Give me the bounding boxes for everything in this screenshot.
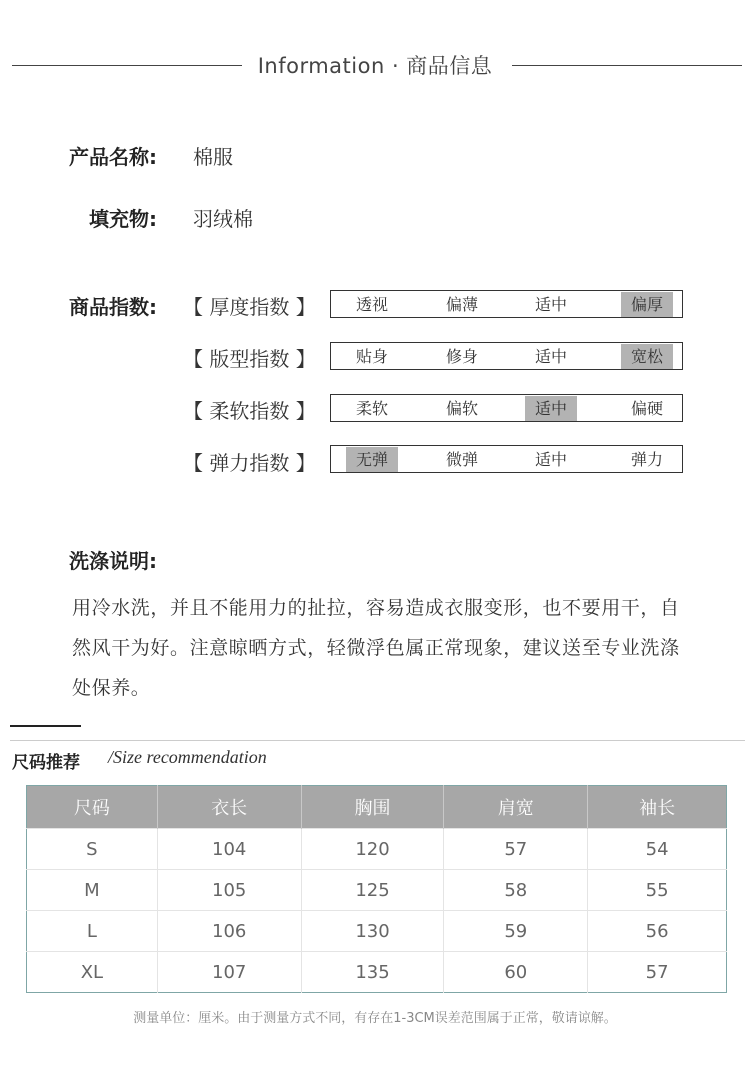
table-cell: 135 [301, 952, 444, 993]
table-cell: S [27, 829, 158, 870]
table-cell: L [27, 911, 158, 952]
table-cell: 125 [301, 870, 444, 911]
table-cell: XL [27, 952, 158, 993]
table-cell: 57 [588, 952, 727, 993]
index-option: 贴身 [355, 347, 388, 366]
index-option: 无弹 [346, 447, 398, 472]
size-subtitle: /Size recommendation [108, 747, 267, 767]
table-row [27, 911, 727, 952]
table-cell: 105 [157, 870, 301, 911]
table-cell: 54 [588, 829, 727, 870]
product-name-label: 产品名称: [69, 145, 157, 169]
size-title: 尺码推荐 [12, 753, 80, 773]
header-chest: 胸围 [301, 786, 444, 829]
fit-index-name: 【 版型指数 】 [183, 347, 316, 371]
table-cell: 120 [301, 829, 444, 870]
fit-index-scale [330, 342, 683, 370]
size-table [26, 785, 727, 993]
header-shoulder: 肩宽 [444, 786, 588, 829]
size-table-header [27, 786, 727, 829]
index-option: 偏薄 [445, 295, 478, 314]
washing-title: 洗涤说明: [69, 549, 157, 573]
table-cell: 58 [444, 870, 588, 911]
index-option: 修身 [445, 347, 478, 366]
softness-index-scale [330, 394, 683, 422]
softness-index-name: 【 柔软指数 】 [183, 399, 316, 423]
header-rule-right [512, 65, 742, 66]
table-cell: 55 [588, 870, 727, 911]
header-size: 尺码 [27, 786, 158, 829]
index-label: 商品指数: [69, 295, 157, 319]
index-option: 微弹 [445, 450, 478, 469]
index-option: 适中 [534, 295, 567, 314]
index-option: 透视 [355, 295, 388, 314]
elasticity-index-scale [330, 445, 683, 473]
elasticity-index-name: 【 弹力指数 】 [183, 451, 316, 475]
filling-value: 羽绒棉 [193, 207, 253, 231]
thickness-index-name: 【 厚度指数 】 [183, 295, 316, 319]
table-row [27, 829, 727, 870]
header-length: 衣长 [157, 786, 301, 829]
thickness-index-scale [330, 290, 683, 318]
table-cell: 59 [444, 911, 588, 952]
table-row [27, 870, 727, 911]
index-option: 适中 [525, 396, 577, 421]
header-sleeve: 袖长 [588, 786, 727, 829]
size-divider [10, 740, 745, 741]
product-name-value: 棉服 [193, 145, 233, 169]
measurement-note: 测量单位：厘米。由于测量方式不同，有存在1-3CM误差范围属于正常，敬请谅解。 [133, 1011, 617, 1026]
index-option: 柔软 [355, 399, 388, 418]
table-cell: 130 [301, 911, 444, 952]
table-cell: 56 [588, 911, 727, 952]
section-title: Information · 商品信息 [257, 54, 493, 78]
table-row [27, 952, 727, 993]
table-cell: 57 [444, 829, 588, 870]
index-option: 弹力 [630, 450, 663, 469]
index-option: 宽松 [621, 344, 673, 369]
table-cell: 106 [157, 911, 301, 952]
table-cell: M [27, 870, 158, 911]
washing-text: 用冷水洗，并且不能用力的扯拉，容易造成衣服变形，也不要用干，自然风干为好。注意晾晒方式，轻微浮色属正常现象，建议送至专业洗涤处保养。 [72, 597, 680, 699]
filling-label: 填充物: [89, 207, 157, 231]
table-cell: 104 [157, 829, 301, 870]
table-cell: 60 [444, 952, 588, 993]
index-option: 偏软 [445, 399, 478, 418]
index-option: 适中 [534, 347, 567, 366]
index-option: 偏厚 [621, 292, 673, 317]
index-option: 偏硬 [630, 399, 663, 418]
table-cell: 107 [157, 952, 301, 993]
index-option: 适中 [534, 450, 567, 469]
size-accent-bar [10, 725, 81, 727]
